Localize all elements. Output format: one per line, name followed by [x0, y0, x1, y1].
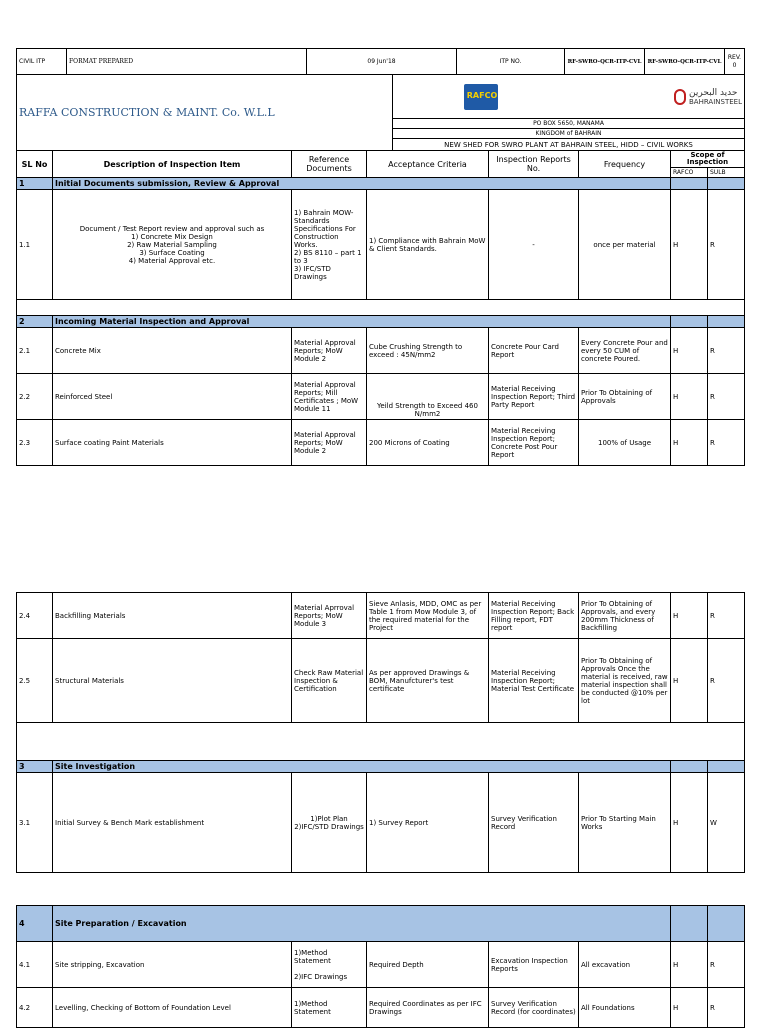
section-title: Incoming Material Inspection and Approval [53, 316, 671, 328]
section-header [17, 178, 745, 190]
row-description: Initial Survey & Bench Mark establishment [53, 773, 292, 873]
table-row [17, 639, 745, 723]
row-rafco: H [671, 374, 708, 420]
row-acceptance: Required Depth [367, 942, 489, 988]
section-header [17, 761, 745, 773]
row-acceptance: 1) Survey Report [367, 773, 489, 873]
row-acceptance: 200 Microns of Coating [367, 420, 489, 466]
row-sulb: R [708, 942, 745, 988]
table-row [17, 420, 745, 466]
header-table [16, 48, 745, 75]
row-frequency: Prior To Obtaining of Approvals [579, 374, 671, 420]
row-sl: 2.2 [17, 374, 53, 420]
row-frequency: 100% of Usage [579, 420, 671, 466]
rafco-logo-icon: RAFCO [464, 84, 498, 110]
col-acceptance: Acceptance Criteria [367, 151, 489, 178]
row-reference: 1)Method Statement [292, 988, 367, 1028]
row-rafco: H [671, 420, 708, 466]
row-description: Structural Materials [53, 639, 292, 723]
row-acceptance: 1) Compliance with Bahrain MoW & Client Standards. [367, 190, 489, 300]
row-reports: Survey Verification Record (for coordinates) [489, 988, 579, 1028]
row-acceptance: As per approved Drawings & BOM, Manufcturer's test certificate [367, 639, 489, 723]
bahrain-steel-logo-icon [674, 89, 686, 105]
table-row [17, 190, 745, 300]
row-description: Concrete Mix [53, 328, 292, 374]
rafco-logo [393, 75, 569, 119]
row-rafco: H [671, 190, 708, 300]
row-reports: Concrete Pour Card Report [489, 328, 579, 374]
col-description: Description of Inspection Item [53, 151, 292, 178]
table-row [17, 328, 745, 374]
row-rafco: H [671, 773, 708, 873]
itp-table-part-3 [16, 905, 745, 1028]
row-description: Reinforced Steel [53, 374, 292, 420]
itp-table-part-1 [16, 150, 745, 466]
row-frequency: once per material [579, 190, 671, 300]
row-acceptance: Yeild Strength to Exceed 460 N/mm2 [367, 374, 489, 420]
row-sl: 2.5 [17, 639, 53, 723]
row-sl: 1.1 [17, 190, 53, 300]
section-no: 2 [17, 316, 53, 328]
section-title: Site Preparation / Excavation [53, 906, 671, 942]
row-rafco: H [671, 639, 708, 723]
project-title: NEW SHED FOR SWRO PLANT AT BAHRAIN STEEL, HIDD – CIVIL WORKS [393, 139, 745, 151]
row-sulb: R [708, 639, 745, 723]
section-header [17, 316, 745, 328]
row-reference: 1)Method Statement 2)IFC Drawings [292, 942, 367, 988]
doc-type: CIVIL ITP [17, 49, 67, 75]
row-sulb: R [708, 374, 745, 420]
row-acceptance: Required Coordinates as per IFC Drawings [367, 988, 489, 1028]
row-frequency: All Foundations [579, 988, 671, 1028]
row-rafco: H [671, 328, 708, 374]
col-reference: Reference Documents [292, 151, 367, 178]
row-reports: Material Receiving Inspection Report; Back Filling report, FDT report [489, 593, 579, 639]
row-description: Document / Test Report review and approval such as 1) Concrete Mix Design 2) Raw Material Sampling 3) Surface Coating 4) Material Approval etc. [53, 190, 292, 300]
row-reports: - [489, 190, 579, 300]
row-sulb: R [708, 593, 745, 639]
section-no: 3 [17, 761, 53, 773]
section-title: Initial Documents submission, Review & Approval [53, 178, 671, 190]
section-header [17, 906, 745, 942]
row-sl: 4.2 [17, 988, 53, 1028]
table-row [17, 374, 745, 420]
row-description: Levelling, Checking of Bottom of Foundation Level [53, 988, 292, 1028]
col-reports: Inspection Reports No. [489, 151, 579, 178]
table-row [17, 942, 745, 988]
col-sulb: SULB [708, 168, 745, 178]
row-rafco: H [671, 942, 708, 988]
table-row [17, 773, 745, 873]
row-description: Site stripping, Excavation [53, 942, 292, 988]
itp-no-1: RF-SWRO-QCR-ITP-CVL [565, 49, 645, 75]
row-reports: Survey Verification Record [489, 773, 579, 873]
table-row [17, 988, 745, 1028]
row-reference: Material Approval Reports; MoW Module 2 [292, 420, 367, 466]
table-row [17, 593, 745, 639]
itp-table-part-2 [16, 592, 745, 873]
row-frequency: Prior To Obtaining of Approvals Once the material is received, raw material inspection shall be conducted @10% per lot [579, 639, 671, 723]
row-sulb: R [708, 420, 745, 466]
company-name: RAFFA CONSTRUCTION & MAINT. Co. W.L.L [17, 75, 393, 151]
doc-date: 09 Jun'18 [307, 49, 457, 75]
row-reference: Material Approval Reports; MoW Module 2 [292, 328, 367, 374]
row-reference: 1)Plot Plan 2)IFC/STD Drawings [292, 773, 367, 873]
row-reference: Material Approval Reports; Mill Certificates ; MoW Module 11 [292, 374, 367, 420]
row-reports: Excavation Inspection Reports [489, 942, 579, 988]
itp-no-label: ITP NO. [457, 49, 565, 75]
po-box: PO BOX 5650, MANAMA [393, 119, 745, 129]
client-logo [569, 75, 745, 119]
row-sl: 4.1 [17, 942, 53, 988]
row-sulb: R [708, 190, 745, 300]
row-rafco: H [671, 988, 708, 1028]
client-logo-text: BAHRAINSTEEL [689, 97, 742, 106]
revision: REV. 0 [725, 49, 745, 75]
company-block [16, 74, 745, 151]
row-reference: Material Aprroval Reports; MoW Module 3 [292, 593, 367, 639]
row-rafco: H [671, 593, 708, 639]
row-reference: 1) Bahrain MOW-Standards Specifications For Construction Works. 2) BS 8110 – part 1 to 3 3) IFC/STD Drawings [292, 190, 367, 300]
col-scope: Scope of Inspection [671, 151, 745, 168]
row-description: Backfilling Materials [53, 593, 292, 639]
col-sl-no: SL No [17, 151, 53, 178]
section-no: 4 [17, 906, 53, 942]
row-sulb: W [708, 773, 745, 873]
itp-no-2: RF-SWRO-QCR-ITP-CVL [645, 49, 725, 75]
col-rafco: RAFCO [671, 168, 708, 178]
row-sl: 2.3 [17, 420, 53, 466]
row-frequency: Every Concrete Pour and every 50 CUM of concrete Poured. [579, 328, 671, 374]
row-sulb: R [708, 328, 745, 374]
row-frequency: All excavation [579, 942, 671, 988]
format-prepared: FORMAT PREPARED [67, 49, 307, 75]
section-no: 1 [17, 178, 53, 190]
row-sulb: R [708, 988, 745, 1028]
row-acceptance: Sieve Anlasis, MDD, OMC as per Table 1 from Mow Module 3, of the required material for the Project [367, 593, 489, 639]
row-frequency: Prior To Obtaining of Approvals, and every 200mm Thickness of Backfilling [579, 593, 671, 639]
row-acceptance: Cube Crushing Strength to exceed : 45N/mm2 [367, 328, 489, 374]
row-sl: 2.1 [17, 328, 53, 374]
row-reference: Check Raw Material Inspection & Certification [292, 639, 367, 723]
col-frequency: Frequency [579, 151, 671, 178]
kingdom: KINGDOM of BAHRAIN [393, 129, 745, 139]
row-reports: Material Receiving Inspection Report; Material Test Certificate [489, 639, 579, 723]
row-description: Surface coating Paint Materials [53, 420, 292, 466]
row-sl: 2.4 [17, 593, 53, 639]
row-sl: 3.1 [17, 773, 53, 873]
row-reports: Material Receiving Inspection Report; Concrete Post Pour Report [489, 420, 579, 466]
section-title: Site Investigation [53, 761, 671, 773]
client-arabic-name: حديد البحرين [689, 87, 738, 98]
row-reports: Material Receiving Inspection Report; Third Party Report [489, 374, 579, 420]
row-frequency: Prior To Starting Main Works [579, 773, 671, 873]
